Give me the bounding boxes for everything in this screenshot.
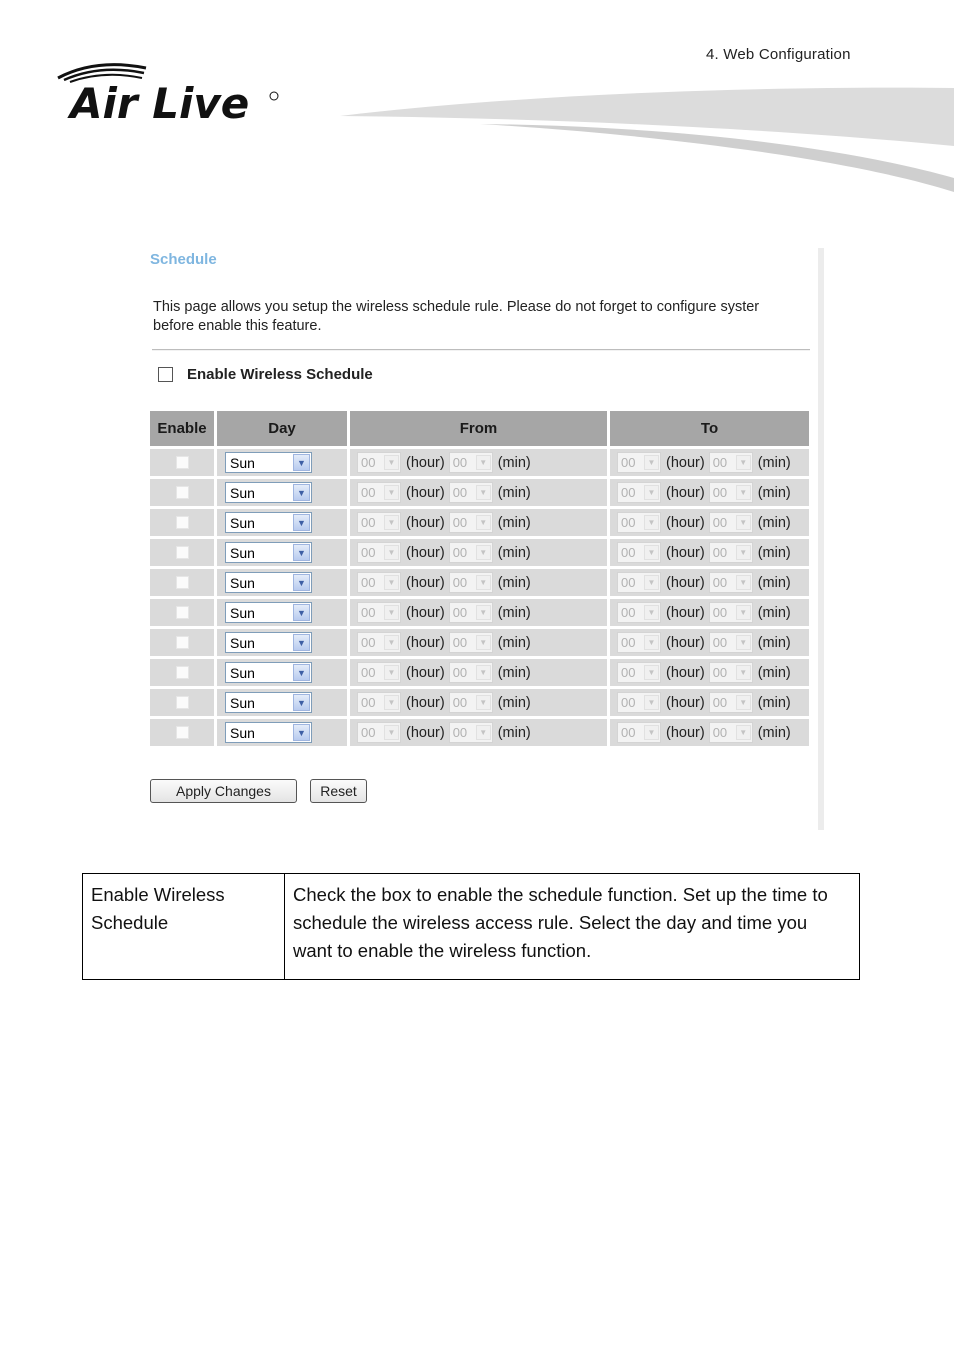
to-min-select[interactable]: 00 ▼	[709, 722, 753, 743]
hour-unit-label: (hour)	[666, 604, 705, 621]
from-min-select[interactable]: 00 ▼	[449, 662, 493, 683]
from-cell	[350, 449, 607, 476]
chevron-down-icon: ▼	[476, 575, 491, 590]
chevron-down-icon: ▼	[736, 575, 751, 590]
from-cell	[350, 689, 607, 716]
to-min-select[interactable]: 00 ▼	[709, 542, 753, 563]
day-select[interactable]	[225, 722, 312, 743]
schedule-row	[150, 449, 809, 476]
day-select[interactable]	[225, 512, 312, 533]
chevron-down-icon: ▼	[384, 695, 399, 710]
rule-enable-checkbox[interactable]	[176, 606, 189, 619]
hour-unit-label: (hour)	[406, 664, 445, 681]
header-enable: Enable	[150, 411, 214, 446]
schedule-row	[150, 569, 809, 596]
hour-unit-label: (hour)	[406, 514, 445, 531]
chevron-down-icon: ▼	[476, 635, 491, 650]
description-row	[83, 874, 860, 980]
enable-cell	[150, 629, 214, 656]
chevron-down-icon: ▼	[644, 545, 659, 560]
to-min-select[interactable]: 00 ▼	[709, 662, 753, 683]
from-min-select[interactable]: 00 ▼	[449, 632, 493, 653]
schedule-row	[150, 599, 809, 626]
chevron-down-icon: ▼	[736, 635, 751, 650]
schedule-row	[150, 629, 809, 656]
to-min-select[interactable]: 00 ▼	[709, 632, 753, 653]
from-hour-select[interactable]: 00 ▼	[357, 602, 401, 623]
day-select[interactable]	[225, 632, 312, 653]
hour-unit-label: (hour)	[666, 484, 705, 501]
chevron-down-icon: ▼	[644, 725, 659, 740]
enable-cell	[150, 449, 214, 476]
min-unit-label: (min)	[757, 544, 791, 561]
chevron-down-icon: ▼	[293, 484, 310, 501]
rule-enable-checkbox[interactable]	[176, 516, 189, 529]
min-unit-label: (min)	[497, 634, 531, 651]
from-min-select[interactable]: 00 ▼	[449, 692, 493, 713]
day-value: Sun	[230, 604, 255, 621]
chevron-down-icon: ▼	[293, 574, 310, 591]
day-cell	[217, 569, 347, 596]
hour-unit-label: (hour)	[406, 694, 445, 711]
day-select[interactable]	[225, 572, 312, 593]
day-cell	[217, 509, 347, 536]
chevron-down-icon: ▼	[476, 665, 491, 680]
to-min-select[interactable]: 00 ▼	[709, 452, 753, 473]
day-cell	[217, 629, 347, 656]
chevron-down-icon: ▼	[293, 514, 310, 531]
chevron-down-icon: ▼	[384, 575, 399, 590]
chevron-down-icon: ▼	[476, 695, 491, 710]
chevron-down-icon: ▼	[476, 485, 491, 500]
enable-cell	[150, 659, 214, 686]
from-cell	[350, 569, 607, 596]
from-cell	[350, 539, 607, 566]
description-table	[82, 873, 860, 980]
chevron-down-icon: ▼	[293, 544, 310, 561]
hour-unit-label: (hour)	[666, 634, 705, 651]
to-cell	[610, 569, 809, 596]
chevron-down-icon: ▼	[293, 694, 310, 711]
header-day: Day	[217, 411, 347, 446]
enable-schedule-row	[158, 366, 373, 383]
hour-unit-label: (hour)	[666, 454, 705, 471]
to-hour-select[interactable]: 00 ▼	[617, 632, 661, 653]
to-hour-select[interactable]: 00 ▼	[617, 542, 661, 563]
from-cell	[350, 599, 607, 626]
min-unit-label: (min)	[497, 484, 531, 501]
to-cell	[610, 689, 809, 716]
day-value: Sun	[230, 694, 255, 711]
to-cell	[610, 479, 809, 506]
hour-unit-label: (hour)	[406, 604, 445, 621]
day-cell	[217, 479, 347, 506]
chevron-down-icon: ▼	[384, 605, 399, 620]
day-cell	[217, 719, 347, 746]
day-value: Sun	[230, 514, 255, 531]
chevron-down-icon: ▼	[644, 515, 659, 530]
header-from: From	[350, 411, 607, 446]
hour-unit-label: (hour)	[666, 544, 705, 561]
day-value: Sun	[230, 454, 255, 471]
hour-unit-label: (hour)	[666, 514, 705, 531]
header-swoosh-graphic	[340, 84, 954, 196]
to-cell	[610, 509, 809, 536]
chevron-down-icon: ▼	[384, 485, 399, 500]
rule-enable-checkbox[interactable]	[176, 486, 189, 499]
chevron-down-icon: ▼	[293, 634, 310, 651]
chevron-down-icon: ▼	[384, 545, 399, 560]
to-cell	[610, 719, 809, 746]
from-hour-select[interactable]: 00 ▼	[357, 632, 401, 653]
schedule-row	[150, 479, 809, 506]
enable-cell	[150, 599, 214, 626]
day-select[interactable]	[225, 452, 312, 473]
chevron-down-icon: ▼	[293, 724, 310, 741]
to-hour-select[interactable]: 00 ▼	[617, 662, 661, 683]
chevron-down-icon: ▼	[644, 695, 659, 710]
to-cell	[610, 599, 809, 626]
min-unit-label: (min)	[497, 574, 531, 591]
min-unit-label: (min)	[757, 514, 791, 531]
to-cell	[610, 659, 809, 686]
day-select[interactable]	[225, 602, 312, 623]
rule-enable-checkbox[interactable]	[176, 636, 189, 649]
enable-cell	[150, 539, 214, 566]
day-value: Sun	[230, 664, 255, 681]
schedule-row	[150, 509, 809, 536]
enable-cell	[150, 509, 214, 536]
hour-unit-label: (hour)	[406, 454, 445, 471]
from-min-select[interactable]: 00 ▼	[449, 542, 493, 563]
enable-cell	[150, 689, 214, 716]
header-to: To	[610, 411, 809, 446]
from-cell	[350, 719, 607, 746]
chevron-down-icon: ▼	[736, 455, 751, 470]
page-title: Schedule	[150, 251, 217, 268]
chevron-down-icon: ▼	[736, 725, 751, 740]
chevron-down-icon: ▼	[476, 725, 491, 740]
from-cell	[350, 629, 607, 656]
schedule-row	[150, 689, 809, 716]
from-hour-select[interactable]: 00 ▼	[357, 542, 401, 563]
chevron-down-icon: ▼	[293, 604, 310, 621]
rule-enable-checkbox[interactable]	[176, 726, 189, 739]
page-intro: This page allows you setup the wireless schedule rule. Please do not forget to configure syster before enable this feature.	[153, 299, 760, 334]
from-min-select[interactable]: 00 ▼	[449, 482, 493, 503]
enable-schedule-checkbox[interactable]	[158, 367, 173, 382]
day-cell	[217, 599, 347, 626]
schedule-row	[150, 719, 809, 746]
chevron-down-icon: ▼	[644, 455, 659, 470]
schedule-table	[147, 408, 812, 749]
schedule-row	[150, 539, 809, 566]
chevron-down-icon: ▼	[736, 515, 751, 530]
rule-enable-checkbox[interactable]	[176, 546, 189, 559]
from-hour-select[interactable]: 00 ▼	[357, 722, 401, 743]
rule-enable-checkbox[interactable]	[176, 456, 189, 469]
to-min-select[interactable]: 00 ▼	[709, 482, 753, 503]
chevron-down-icon: ▼	[293, 454, 310, 471]
min-unit-label: (min)	[497, 604, 531, 621]
chevron-down-icon: ▼	[736, 665, 751, 680]
min-unit-label: (min)	[757, 694, 791, 711]
hour-unit-label: (hour)	[666, 664, 705, 681]
chevron-down-icon: ▼	[384, 635, 399, 650]
from-hour-select[interactable]: 00 ▼	[357, 692, 401, 713]
from-min-select[interactable]: 00 ▼	[449, 722, 493, 743]
apply-changes-button[interactable]: Apply Changes	[150, 779, 297, 803]
chapter-heading: 4. Web Configuration	[706, 46, 851, 63]
min-unit-label: (min)	[757, 454, 791, 471]
from-hour-select[interactable]: 00 ▼	[357, 512, 401, 533]
day-value: Sun	[230, 724, 255, 741]
chevron-down-icon: ▼	[736, 545, 751, 560]
day-value: Sun	[230, 484, 255, 501]
to-min-select[interactable]: 00 ▼	[709, 692, 753, 713]
chevron-down-icon: ▼	[644, 605, 659, 620]
min-unit-label: (min)	[757, 484, 791, 501]
from-cell	[350, 509, 607, 536]
from-cell	[350, 479, 607, 506]
rule-enable-checkbox[interactable]	[176, 576, 189, 589]
rule-enable-checkbox[interactable]	[176, 666, 189, 679]
to-min-select[interactable]: 00 ▼	[709, 512, 753, 533]
day-select[interactable]	[225, 692, 312, 713]
to-hour-select[interactable]: 00 ▼	[617, 602, 661, 623]
to-hour-select[interactable]: 00 ▼	[617, 482, 661, 503]
to-hour-select[interactable]: 00 ▼	[617, 692, 661, 713]
hour-unit-label: (hour)	[666, 694, 705, 711]
schedule-screenshot	[136, 248, 824, 830]
chevron-down-icon: ▼	[476, 605, 491, 620]
from-cell	[350, 659, 607, 686]
hour-unit-label: (hour)	[406, 574, 445, 591]
day-value: Sun	[230, 634, 255, 651]
chevron-down-icon: ▼	[644, 485, 659, 500]
chevron-down-icon: ▼	[476, 455, 491, 470]
rule-enable-checkbox[interactable]	[176, 696, 189, 709]
to-cell	[610, 449, 809, 476]
min-unit-label: (min)	[757, 664, 791, 681]
min-unit-label: (min)	[757, 724, 791, 741]
to-hour-select[interactable]: 00 ▼	[617, 572, 661, 593]
chevron-down-icon: ▼	[736, 605, 751, 620]
reset-button[interactable]: Reset	[310, 779, 367, 803]
day-cell	[217, 659, 347, 686]
day-select[interactable]	[225, 542, 312, 563]
day-cell	[217, 449, 347, 476]
to-cell	[610, 539, 809, 566]
from-hour-select[interactable]: 00 ▼	[357, 572, 401, 593]
min-unit-label: (min)	[757, 634, 791, 651]
hour-unit-label: (hour)	[666, 724, 705, 741]
divider	[152, 349, 810, 351]
min-unit-label: (min)	[757, 574, 791, 591]
hour-unit-label: (hour)	[406, 544, 445, 561]
to-min-select[interactable]: 00 ▼	[709, 602, 753, 623]
from-hour-select[interactable]: 00 ▼	[357, 662, 401, 683]
day-value: Sun	[230, 544, 255, 561]
schedule-row	[150, 659, 809, 686]
to-hour-select[interactable]: 00 ▼	[617, 722, 661, 743]
hour-unit-label: (hour)	[406, 634, 445, 651]
to-cell	[610, 629, 809, 656]
min-unit-label: (min)	[497, 694, 531, 711]
description-text: Check the box to enable the schedule function. Set up the time to schedule the wireless access rule. Select the day and time you want to enable the wireless function.	[285, 874, 860, 980]
to-min-select[interactable]: 00 ▼	[709, 572, 753, 593]
min-unit-label: (min)	[497, 454, 531, 471]
day-select[interactable]	[225, 482, 312, 503]
min-unit-label: (min)	[497, 724, 531, 741]
chevron-down-icon: ▼	[736, 695, 751, 710]
to-hour-select[interactable]: 00 ▼	[617, 512, 661, 533]
chevron-down-icon: ▼	[644, 575, 659, 590]
enable-cell	[150, 719, 214, 746]
airlive-logo	[56, 58, 282, 128]
from-min-select[interactable]: 00 ▼	[449, 602, 493, 623]
chevron-down-icon: ▼	[384, 515, 399, 530]
description-term: Enable Wireless Schedule	[83, 874, 285, 980]
hour-unit-label: (hour)	[406, 484, 445, 501]
day-cell	[217, 539, 347, 566]
chevron-down-icon: ▼	[476, 545, 491, 560]
day-select[interactable]	[225, 662, 312, 683]
min-unit-label: (min)	[757, 604, 791, 621]
from-hour-select[interactable]: 00 ▼	[357, 452, 401, 473]
min-unit-label: (min)	[497, 514, 531, 531]
svg-text:Air Live: Air Live	[70, 79, 250, 128]
to-hour-select[interactable]: 00 ▼	[617, 452, 661, 473]
day-cell	[217, 689, 347, 716]
enable-cell	[150, 479, 214, 506]
chevron-down-icon: ▼	[384, 665, 399, 680]
chevron-down-icon: ▼	[644, 665, 659, 680]
min-unit-label: (min)	[497, 544, 531, 561]
enable-cell	[150, 569, 214, 596]
chevron-down-icon: ▼	[384, 455, 399, 470]
chevron-down-icon: ▼	[384, 725, 399, 740]
hour-unit-label: (hour)	[666, 574, 705, 591]
from-min-select[interactable]: 00 ▼	[449, 512, 493, 533]
from-hour-select[interactable]: 00 ▼	[357, 482, 401, 503]
day-value: Sun	[230, 574, 255, 591]
min-unit-label: (min)	[497, 664, 531, 681]
enable-schedule-label: Enable Wireless Schedule	[187, 366, 373, 383]
chevron-down-icon: ▼	[644, 635, 659, 650]
from-min-select[interactable]: 00 ▼	[449, 572, 493, 593]
chevron-down-icon: ▼	[736, 485, 751, 500]
chevron-down-icon: ▼	[293, 664, 310, 681]
chevron-down-icon: ▼	[476, 515, 491, 530]
from-min-select[interactable]: 00 ▼	[449, 452, 493, 473]
hour-unit-label: (hour)	[406, 724, 445, 741]
